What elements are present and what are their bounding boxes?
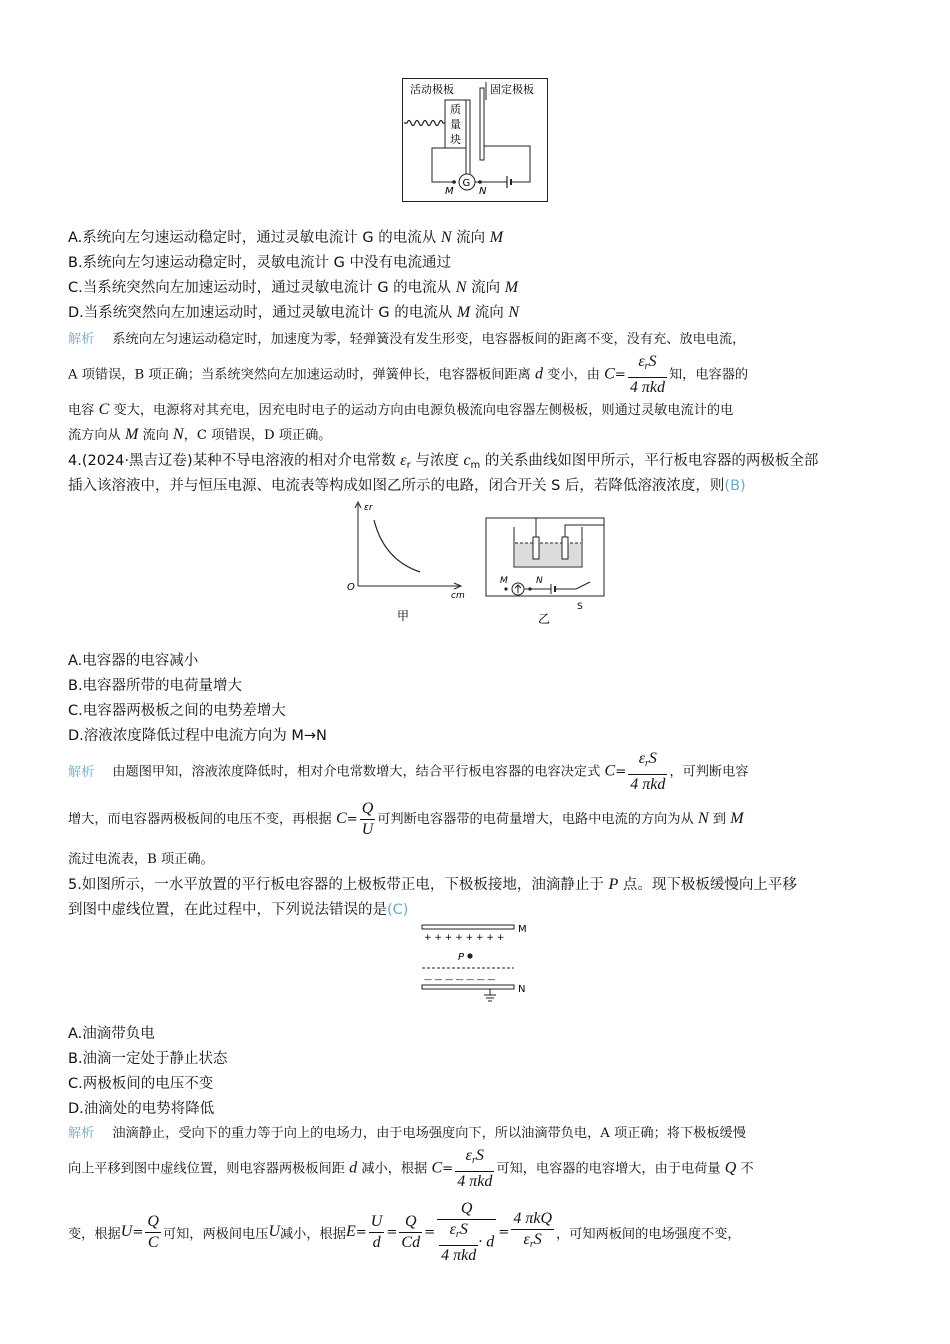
mass-label-3: 块 bbox=[450, 133, 461, 146]
point-p-label: P bbox=[458, 952, 465, 963]
q3-option-d: D.当系统突然向左加速运动时，通过灵敏电流计 G 的电流从 M 流向 N bbox=[68, 304, 520, 321]
movable-plate bbox=[466, 100, 470, 175]
analysis-tag: 解析 bbox=[68, 764, 95, 780]
q4-stem-line-2: 插入该溶液中，并与恒压电源、电流表等构成如图乙所示的电路，闭合开关 S 后，若降低溶液浓度，则(B) bbox=[68, 478, 746, 494]
q3-analysis-line-4: 流方向从 M 流向 N，C 项错误，D 项正确。 bbox=[68, 426, 332, 443]
q3-analysis-line-1: 解析 系统向左匀速运动稳定时，加速度为零，轻弹簧没有发生形变，电容器板间的距离不变，没有充、放电电流， bbox=[68, 332, 746, 347]
q3-option-c: C.当系统突然向左加速运动时，通过灵敏电流计 G 的电流从 N 流向 M bbox=[68, 279, 519, 296]
positive-charges: + + + + + + + + bbox=[424, 933, 505, 943]
lower-plate-label: N bbox=[518, 984, 526, 995]
q3-option-b: B.系统向左匀速运动稳定时，灵敏电流计 G 中没有电流通过 bbox=[68, 255, 452, 271]
q3-analysis-line-2: A 项错误，B 项正确；当系统突然向左加速运动时，弹簧伸长，电容器板间距离 d 变小，由 C= $\frac{\varepsilon_rS}{\text{4 πkd}}$ 知，电容器的 bbox=[68, 353, 749, 396]
field-formula-3: Q $\frac{\varepsilon_rS}{\text{4 πkd}}$ · d bbox=[437, 1199, 496, 1266]
wire-left bbox=[432, 148, 456, 182]
q4-option-b: B.电容器所带的电荷量增大 bbox=[68, 678, 243, 694]
q4-graph-jia bbox=[340, 498, 470, 626]
q5-option-a: A.油滴带负电 bbox=[68, 1026, 155, 1042]
lead-right bbox=[565, 525, 604, 537]
dielectric-curve bbox=[374, 520, 420, 572]
origin-label: O bbox=[347, 582, 355, 593]
upper-plate-label: M bbox=[518, 924, 527, 935]
field-formula-4: $\frac{\text{4 πkQ}}{\varepsilon_rS}$ bbox=[513, 1210, 552, 1250]
upper-plate bbox=[422, 925, 514, 929]
galvanometer-label: G bbox=[462, 178, 471, 189]
q4-analysis-line-2: 增大，而电容器两极板间的电压不变，再根据 C= $\frac{Q}{U}$ 可判断电容器带的电荷量增大，电路中电流的方向为从 N 到 M bbox=[68, 800, 744, 838]
q5-analysis-line-2: 向上平移到图中虚线位置，则电容器两极板间距 d 减小，根据 C= $\frac{\varepsilon_rS}{\text{4 πkd}}$ 可知，电容器的电容增大，由于电荷量 Q 不 bbox=[68, 1147, 754, 1190]
capacitance-formula: $\frac{\varepsilon_rS}{\text{4 πkd}}$ bbox=[457, 1147, 493, 1190]
q3-analysis-line-3: 电容 C 变大，电源将对其充电，因充电时电子的运动方向由电源负极流向电容器左侧极板，则通过灵敏电流计的电 bbox=[68, 401, 734, 418]
q5-stem-line-1: 5.如图所示，一水平放置的平行板电容器的上极板带正电，下极板接地，油滴静止于 P 点。现下极板缓慢向上平移 bbox=[68, 876, 797, 893]
fig-jia-label: 甲 bbox=[397, 609, 410, 623]
q5-option-c: C.两极板间的电压不变 bbox=[68, 1076, 214, 1092]
field-formula-2: $\frac{Q}{Cd}$ bbox=[401, 1212, 421, 1251]
node-m bbox=[504, 587, 507, 590]
plate-right bbox=[562, 537, 568, 559]
mass-label-2: 量 bbox=[450, 118, 461, 131]
node-n-label: N bbox=[536, 576, 543, 586]
node-m-label: M bbox=[445, 186, 454, 197]
q5-capacitor-diagram bbox=[418, 922, 534, 1004]
q5-stem-line-2: 到图中虚线位置，在此过程中，下列说法错误的是(C) bbox=[68, 902, 409, 918]
oil-drop bbox=[467, 953, 472, 958]
switch-label: S bbox=[577, 602, 583, 612]
node-n-label: N bbox=[479, 186, 487, 197]
q4-analysis-line-1: 解析 由题图甲知，溶液浓度降低时，相对介电常数增大，结合平行板电容器的电容决定式 C= $\frac{\varepsilon_rS}{\text{4 πkd}}$ ，可判断电容 bbox=[68, 750, 749, 793]
q5-analysis-line-1: 解析 油滴静止，受向下的重力等于向上的电场力，由于电场强度向下，所以油滴带负电，A 项正确；将下极板缓慢 bbox=[68, 1126, 746, 1141]
fixed-plate-label: 固定极板 bbox=[490, 83, 534, 96]
charge-formula: $\frac{Q}{U}$ bbox=[361, 800, 374, 838]
q5-answer: (C) bbox=[387, 902, 409, 918]
mass-label-1: 质 bbox=[450, 103, 461, 116]
lower-plate bbox=[422, 985, 514, 989]
field-formula-1: $\frac{U}{d}$ bbox=[370, 1212, 383, 1251]
movable-plate-label: 活动极板 bbox=[410, 83, 454, 96]
switch-icon bbox=[576, 582, 590, 589]
q4-analysis-line-3: 流过电流表，B 项正确。 bbox=[68, 852, 214, 867]
negative-charges: — — — — — — — bbox=[424, 975, 496, 984]
capacitance-formula: $\frac{\varepsilon_rS}{\text{4 πkd}}$ bbox=[629, 353, 665, 396]
q5-option-b: B.油滴一定处于静止状态 bbox=[68, 1051, 228, 1067]
q5-option-d: D.油滴处的电势将降低 bbox=[68, 1101, 215, 1117]
q4-option-a: A.电容器的电容减小 bbox=[68, 653, 199, 669]
q4-stem-line-1: 4.(2024·黑吉辽卷)某种不导电溶液的相对介电常数 $\varepsilon_r$ 与浓度 $c_m$ 的关系曲线如图甲所示，平行板电容器的两极板全部 bbox=[68, 452, 819, 471]
fixed-plate bbox=[480, 88, 484, 160]
accelerometer-diagram bbox=[402, 78, 548, 203]
q4-option-c: C.电容器两极板之间的电势差增大 bbox=[68, 703, 286, 719]
analysis-tag: 解析 bbox=[68, 332, 95, 347]
q4-option-d: D.溶液浓度降低过程中电流方向为 M→N bbox=[68, 728, 327, 744]
analysis-tag: 解析 bbox=[68, 1126, 95, 1141]
q4-answer: (B) bbox=[724, 478, 746, 494]
x-axis-label: cm bbox=[451, 591, 465, 601]
solution bbox=[515, 543, 581, 566]
plate-left bbox=[533, 537, 539, 559]
q3-option-a: A.系统向左匀速运动稳定时，通过灵敏电流计 G 的电流从 N 流向 M bbox=[68, 229, 504, 246]
voltage-formula: $\frac{Q}{C}$ bbox=[147, 1212, 159, 1251]
q5-analysis-line-3: 变，根据 U = $\frac{Q}{C}$ 可知，两极间电压 U 减小，根据 E = $\frac{U}{d}$ = $\frac{Q}{Cd}$ = Q $\frac{\varepsilon_rS}{\text{4 πkd}}$ · d = $\frac{\text{4 πkQ}}{\varepsilon_rS}$ ，可知两板间的电场强度不变， bbox=[68, 1199, 741, 1264]
node-m-label: M bbox=[500, 576, 508, 586]
capacitance-formula: $\frac{\varepsilon_rS}{\text{4 πkd}}$ bbox=[630, 750, 666, 793]
node-m bbox=[452, 180, 456, 184]
fig-yi-label: 乙 bbox=[538, 612, 551, 626]
spring-icon bbox=[404, 121, 445, 126]
q4-circuit-yi bbox=[484, 513, 610, 626]
y-axis-label: εr bbox=[364, 503, 373, 513]
